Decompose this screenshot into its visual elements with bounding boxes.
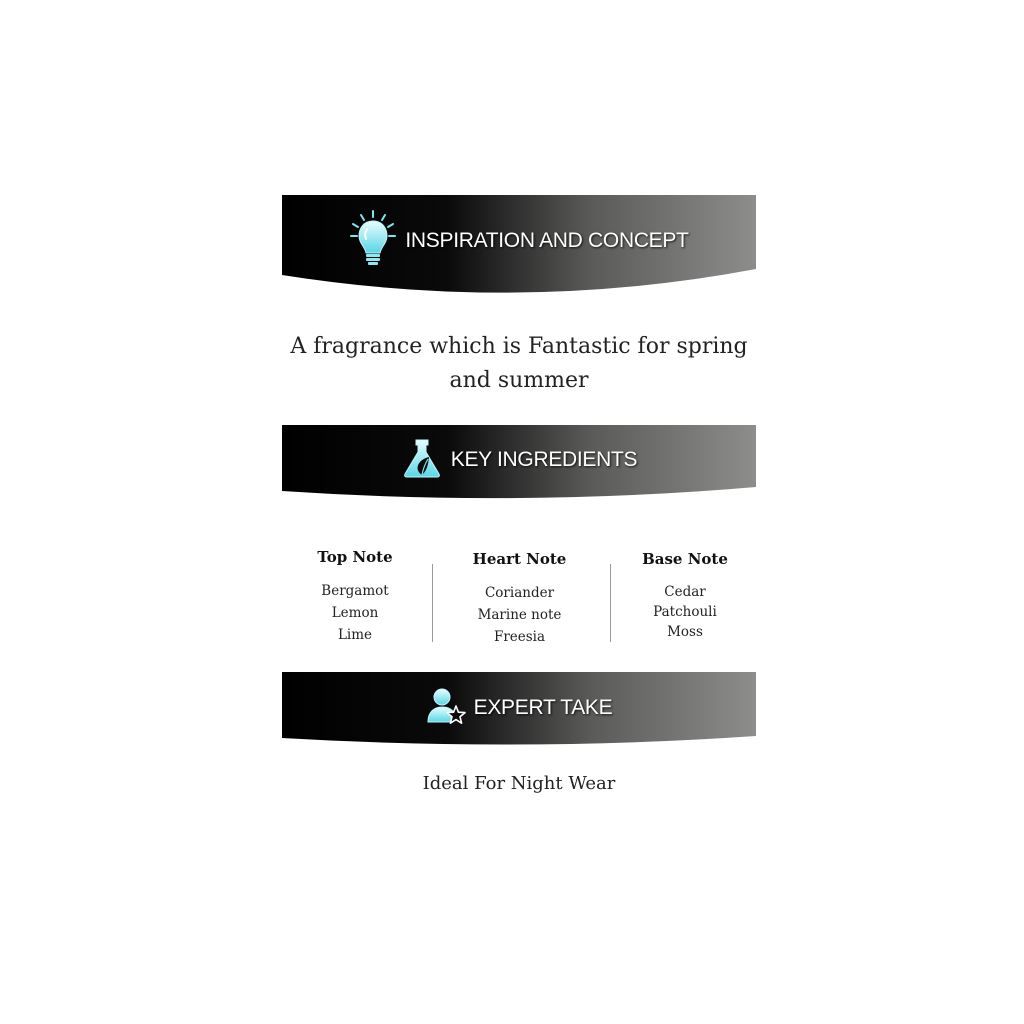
ingredients-banner [282, 425, 756, 501]
base-note-item: Moss [667, 624, 703, 640]
top-note-item: Lemon [331, 605, 379, 621]
notes-section [282, 548, 756, 648]
heart-note-item: Freesia [493, 629, 546, 645]
base-note-item: Patchouli [653, 604, 717, 620]
notes-divider [432, 564, 433, 642]
inspiration-banner [282, 195, 756, 295]
heart-note-item: Marine note [477, 607, 562, 623]
heart-note-column [462, 550, 577, 648]
expert-title: EXPERT TAKE [473, 696, 613, 719]
inspiration-title: INSPIRATION AND CONCEPT [405, 229, 689, 252]
ingredients-title: KEY INGREDIENTS [450, 448, 638, 471]
expert-banner [282, 672, 756, 746]
top-note-item: Lime [337, 627, 373, 643]
flask-leaf-icon [401, 437, 443, 483]
top-note-column [300, 548, 410, 646]
expert-description: Ideal For Night Wear [422, 773, 616, 794]
heart-note-item: Coriander [484, 585, 555, 601]
heart-note-title: Heart Note [472, 550, 567, 568]
top-note-item: Bergamot [321, 583, 389, 599]
user-star-icon [426, 686, 466, 730]
notes-divider [610, 564, 611, 642]
top-note-title: Top Note [317, 548, 393, 566]
lightbulb-icon [349, 209, 397, 273]
base-note-item: Cedar [664, 584, 706, 600]
base-note-column [632, 550, 738, 642]
base-note-title: Base Note [642, 550, 728, 568]
inspiration-description: A fragrance which is Fantastic for spring and summer [290, 334, 748, 393]
